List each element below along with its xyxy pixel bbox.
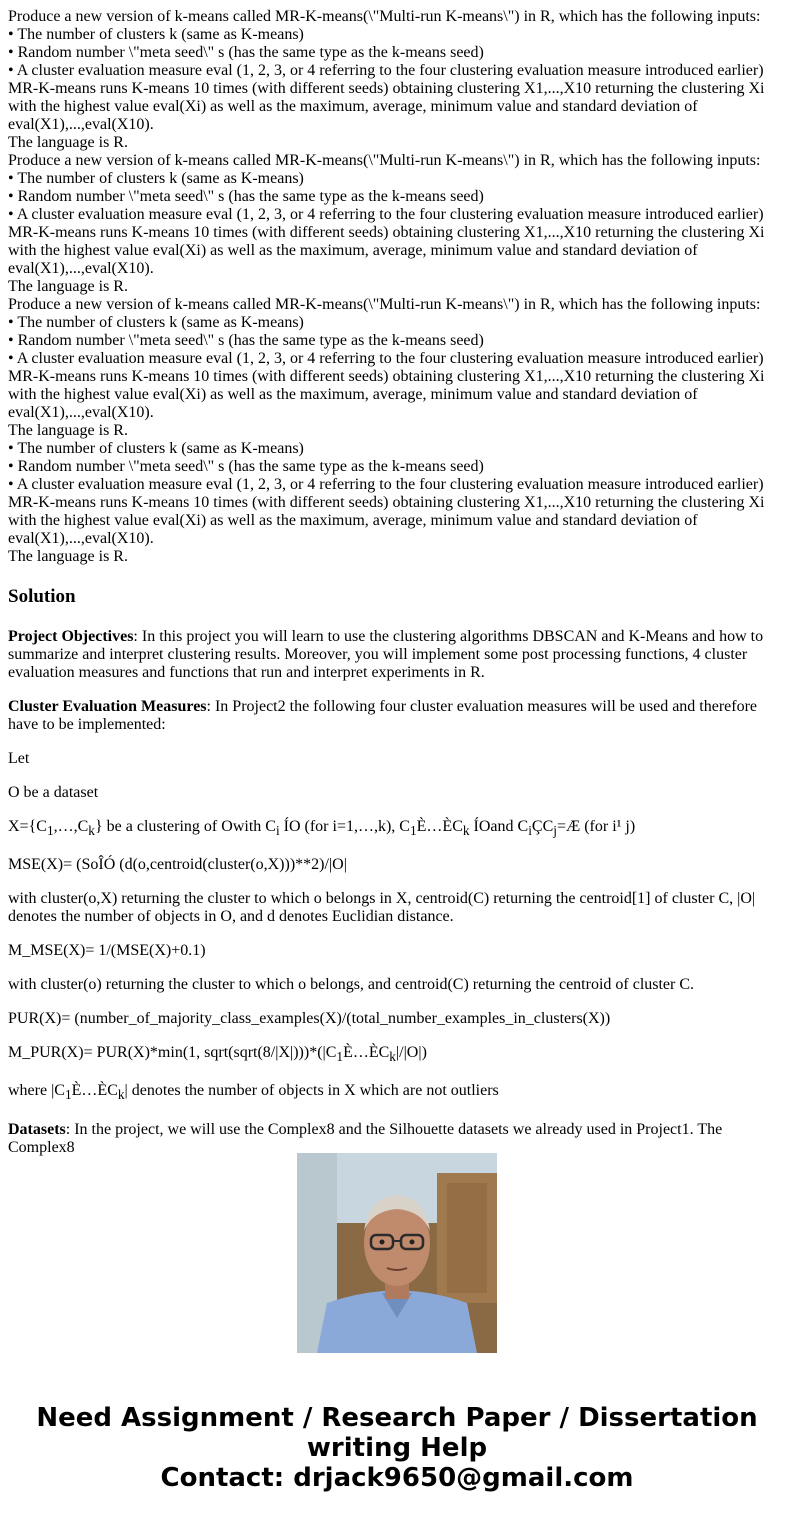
question-bullet: • The number of clusters k (same as K-means) — [8, 170, 304, 187]
person-portrait-icon — [297, 1153, 497, 1353]
question-language: The language is R. — [8, 548, 128, 565]
promo-line-2: writing Help — [306, 1433, 488, 1463]
question-body: MR-K-means runs K-means 10 times (with different seeds) obtaining clustering X1,...,X10 returning the clustering Xi with the highest value eval(Xi) as well as the maximum, average, minimum value and standard deviation of eval(X1),...,eval(X10). — [8, 494, 765, 547]
question-bullet: • The number of clusters k (same as K-means) — [8, 440, 304, 457]
question-intro: Produce a new version of k-means called MR-K-means(\"Multi-run K-means\") in R, which has the following inputs: — [8, 152, 761, 169]
m-mse-formula: M_MSE(X)= 1/(MSE(X)+0.1) — [8, 942, 206, 960]
cluster-evaluation-measures-text: : In Project2 the following four cluster evaluation measures will be used and therefore have to be implemented: — [8, 698, 758, 733]
m-pur-formula: M_PUR(X)= PUR(X)*min(1, $sqrt(sqrt(8/|X|)))*(|C_1È\dots ÈC_k|/|O|)$ — [8, 1044, 427, 1065]
cluster-evaluation-measures-label: Cluster Evaluation Measures — [8, 698, 207, 715]
question-language: The language is R. — [8, 422, 128, 439]
dataset-line: O be a dataset — [8, 784, 99, 801]
question-bullet: • Random number \"meta seed\" s (has the same type as the k-means seed) — [8, 458, 484, 475]
mse-note: with cluster(o,X) returning the cluster to which o belongs in X, centroid(C) returning the centroid[1] of cluster C, |O| denotes the number of objects in O, and d denotes Euclidian distance. — [8, 890, 756, 926]
clustering-definition: $X=\{C_1,\dots,C_k\}$ be a clustering of Owith $C_i$ ÍO (for i=1,…,k), $C_1È\dots ÈC_k$ ÍOand $C_iÇC_j=Æ$ (for i¹ j) — [8, 818, 636, 839]
question-bullet: • Random number \"meta seed\" s (has the same type as the k-means seed) — [8, 188, 484, 205]
mse-formula: MSE(X)= (SoÎÓ (d(o,centroid(cluster(o,X)))**2)/|O| — [8, 856, 347, 874]
question-body: MR-K-means runs K-means 10 times (with different seeds) obtaining clustering X1,...,X10 returning the clustering Xi with the highest value eval(Xi) as well as the maximum, average, minimum value and standard deviation of eval(X1),...,eval(X10). — [8, 368, 765, 421]
question-language: The language is R. — [8, 134, 128, 151]
document-content — [8, 8, 786, 1156]
question-bullet: • A cluster evaluation measure eval (1, 2, 3, or 4 referring to the four clustering evaluation measure introduced earlier) — [8, 476, 764, 493]
question-bullet: • Random number \"meta seed\" s (has the same type as the k-means seed) — [8, 44, 484, 61]
outliers-note: where $|C_1È\dots ÈC_k|$ denotes the number of objects in X which are not outliers — [8, 1082, 499, 1103]
question-bullet: • A cluster evaluation measure eval (1, 2, 3, or 4 referring to the four clustering evaluation measure introduced earlier) — [8, 350, 764, 367]
question-intro: Produce a new version of k-means called MR-K-means(\"Multi-run K-means\") in R, which has the following inputs: — [8, 296, 761, 313]
promo-contact: Contact: drjack9650@gmail.com — [160, 1463, 634, 1493]
project-objectives — [8, 628, 786, 682]
question-language: The language is R. — [8, 278, 128, 295]
promo-text — [0, 1403, 794, 1493]
promo-line-1: Need Assignment / Research Paper / Dissertation — [36, 1403, 758, 1433]
question-body: MR-K-means runs K-means 10 times (with different seeds) obtaining clustering X1,...,X10 returning the clustering Xi with the highest value eval(Xi) as well as the maximum, average, minimum value and standard deviation of eval(X1),...,eval(X10). — [8, 224, 765, 277]
project-objectives-text: : In this project you will learn to use the clustering algorithms DBSCAN and K-Means and how to summarize and interpret clustering results. Moreover, you will implement some post processing functions, 4 cluster evaluation measures and functions that run and interpret experiments in R. — [8, 628, 764, 681]
question-text — [8, 8, 786, 566]
solution-heading: Solution — [8, 586, 76, 607]
avatar — [297, 1153, 497, 1353]
m-mse-note: with cluster(o) returning the cluster to which o belongs, and centroid(C) returning the centroid of cluster C. — [8, 976, 695, 994]
question-bullet: • The number of clusters k (same as K-means) — [8, 314, 304, 331]
pur-formula: PUR(X)= (number_of_majority_class_examples(X)/(total_number_examples_in_clusters(X)) — [8, 1010, 611, 1028]
question-intro: Produce a new version of k-means called MR-K-means(\"Multi-run K-means\") in R, which has the following inputs: — [8, 8, 761, 25]
promo-section — [0, 1120, 794, 1523]
project-objectives-label: Project Objectives — [8, 628, 134, 645]
cluster-evaluation-measures — [8, 698, 786, 734]
question-bullet: • Random number \"meta seed\" s (has the same type as the k-means seed) — [8, 332, 484, 349]
question-bullet: • A cluster evaluation measure eval (1, 2, 3, or 4 referring to the four clustering evaluation measure introduced earlier) — [8, 62, 764, 79]
question-body: MR-K-means runs K-means 10 times (with different seeds) obtaining clustering X1,...,X10 returning the clustering Xi with the highest value eval(Xi) as well as the maximum, average, minimum value and standard deviation of eval(X1),...,eval(X10). — [8, 80, 765, 133]
datasets-text: : In the project, we will use the Complex8 and the Silhouette datasets we already used in Project1. The Complex8 — [8, 1120, 723, 1156]
question-bullet: • A cluster evaluation measure eval (1, 2, 3, or 4 referring to the four clustering evaluation measure introduced earlier) — [8, 206, 764, 223]
datasets-label: Datasets — [8, 1120, 66, 1138]
let-line: Let — [8, 750, 30, 767]
question-bullet: • The number of clusters k (same as K-means) — [8, 26, 304, 43]
